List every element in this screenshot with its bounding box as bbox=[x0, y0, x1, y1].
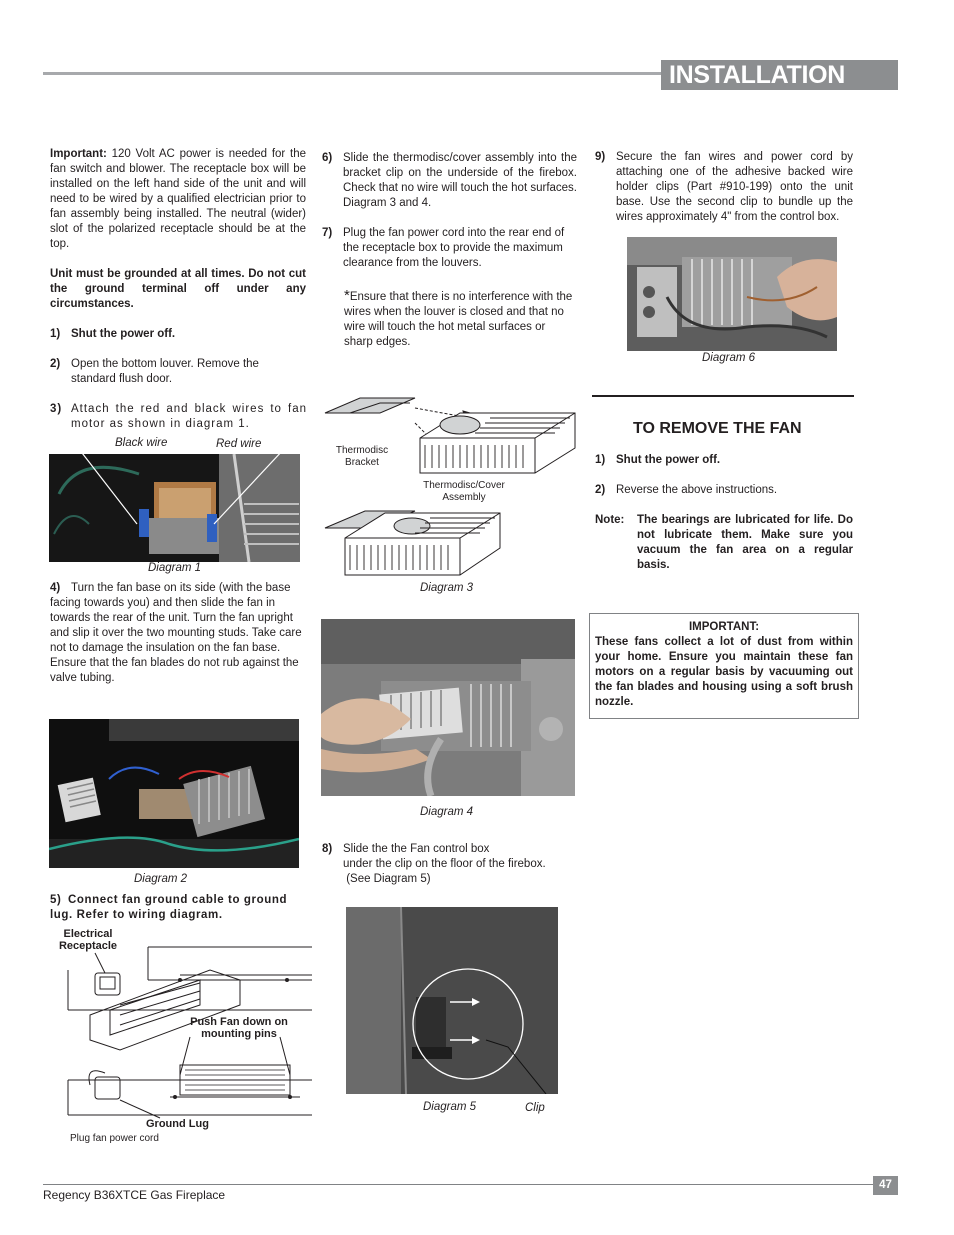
diagram-6-caption: Diagram 6 bbox=[702, 352, 756, 364]
important-dust-box bbox=[589, 613, 859, 719]
step-text: Shut the power off. bbox=[616, 454, 721, 466]
step-5 bbox=[50, 893, 308, 923]
ground-warning: Unit must be grounded at all times. Do not cut the ground terminal off under any circumstances. bbox=[50, 268, 306, 310]
step-text: Open the bottom louver. Remove the standard flush door. bbox=[71, 358, 259, 385]
label-black-wire: Black wire bbox=[115, 437, 168, 449]
diagram-4-photo bbox=[321, 619, 575, 796]
step-text: Reverse the above instructions. bbox=[616, 484, 778, 496]
step-number: 6) bbox=[322, 152, 333, 164]
step-9 bbox=[595, 150, 853, 225]
step-3 bbox=[50, 402, 306, 432]
label-electrical-receptacle: Electrical Receptacle bbox=[58, 928, 118, 952]
step-text: Attach the red and black wires to fan motor as shown in diagram 1. bbox=[71, 403, 307, 430]
diagram-5-caption: Diagram 5 bbox=[423, 1101, 477, 1113]
label-plug-cord: Plug fan power cord bbox=[70, 1133, 159, 1144]
step-number: 2) bbox=[595, 484, 606, 496]
step-8 bbox=[322, 842, 577, 887]
step-4 bbox=[50, 581, 306, 686]
important-box-title: IMPORTANT: bbox=[688, 621, 760, 633]
step-text: Connect fan ground cable to ground lug. Refer to wiring diagram. bbox=[50, 894, 288, 921]
diagram-2-caption: Diagram 2 bbox=[134, 873, 188, 885]
step-number: 3) bbox=[50, 403, 63, 415]
section-divider bbox=[592, 395, 854, 397]
step-text: Slide the thermodisc/cover assembly into the bracket clip on the underside of the firebox. Check that no wire will touch the hot surfaces. Diagram 3 and 4. bbox=[343, 152, 577, 209]
step-number: 9) bbox=[595, 151, 606, 163]
remove-fan-title: TO REMOVE THE FAN bbox=[633, 420, 802, 437]
clip-label: Clip bbox=[525, 1102, 545, 1114]
diagram-4-caption: Diagram 4 bbox=[420, 806, 474, 818]
step-7 bbox=[322, 226, 577, 271]
label-thermodisc-bracket: Thermodisc Bracket bbox=[335, 445, 389, 468]
footer-rule bbox=[43, 1184, 873, 1185]
note-text: Ensure that there is no interference with the wires when the louver is closed and that no wire will touch the hot metal surfaces or sharp edges. bbox=[344, 291, 573, 348]
step-number: 4) bbox=[50, 582, 61, 594]
step-text-line2: under the clip on the floor of the firebox. bbox=[343, 858, 546, 870]
label-red-wire: Red wire bbox=[216, 438, 262, 450]
important-box-text: These fans collect a lot of dust from within your home. Ensure you maintain these fan motors on a regular basis by vacuuming out the fan blades and housing using a soft brush nozzle. bbox=[595, 636, 853, 708]
step-2 bbox=[50, 357, 306, 387]
remove-step-2 bbox=[595, 483, 853, 498]
page-number: 47 bbox=[873, 1176, 898, 1195]
diagram-3-caption: Diagram 3 bbox=[420, 582, 474, 594]
remove-step-1 bbox=[595, 453, 853, 468]
step-text: Plug the fan power cord into the rear end of the receptacle box to provide the maximum clearance from the louvers. bbox=[343, 227, 565, 269]
footer-doc-name: Regency B36XTCE Gas Fireplace bbox=[43, 1188, 226, 1202]
step-number: 7) bbox=[322, 227, 333, 239]
step-text: Turn the fan base on its side (with the base facing towards you) and then slide the fan in towards the rear of the unit. Turn the fan upright and slip it over the two mounting studs. Take care not to damage the insulation on the fan base. Ensure that the fan blades do not rub against the valve tubing. bbox=[50, 582, 302, 684]
diagram-5-photo bbox=[346, 907, 558, 1094]
step-number: 1) bbox=[595, 454, 606, 466]
diagram-6-photo bbox=[627, 237, 837, 351]
step-1 bbox=[50, 327, 306, 342]
important-label: Important: bbox=[50, 148, 107, 160]
interference-note bbox=[344, 288, 577, 350]
note-label: Note: bbox=[595, 514, 625, 526]
diagram-1-photo bbox=[49, 454, 300, 562]
step-number: 5) bbox=[50, 894, 62, 906]
step-text: Secure the fan wires and power cord by attaching one of the adhesive backed wire holder clips (Part #910-199) onto the unit base. Use the second clip to bundle up the wires approximately 4" from the control box. bbox=[616, 151, 853, 223]
important-text: 120 Volt AC power is needed for the fan switch and blower. The receptacle box will be installed on the left hand side of the unit and will need to be wired by a qualified electrician prior to fan assembly being installed. The neutral (wider) slot of the polarized receptacle should be at the top. bbox=[50, 148, 306, 250]
diagram-1-caption: Diagram 1 bbox=[148, 562, 202, 574]
note-star: * bbox=[344, 287, 350, 304]
header-rule bbox=[43, 72, 663, 75]
step-number: 2) bbox=[50, 358, 61, 370]
label-ground-lug: Ground Lug bbox=[146, 1118, 209, 1130]
note-text: The bearings are lubricated for life. Do not lubricate them. Make sure you vacuum the fan area on a regular basis. bbox=[637, 514, 853, 571]
diagram-2-photo bbox=[49, 719, 299, 868]
step-6 bbox=[322, 151, 577, 211]
step-text-line1: Slide the the Fan control box bbox=[343, 843, 490, 855]
step-text: Shut the power off. bbox=[71, 328, 176, 340]
page-title: INSTALLATION bbox=[661, 60, 898, 90]
label-push-fan: Push Fan down on mounting pins bbox=[190, 1016, 288, 1040]
important-paragraph bbox=[50, 147, 306, 252]
step-number: 8) bbox=[322, 843, 333, 855]
lubrication-note bbox=[595, 513, 853, 573]
step-text-line3: (See Diagram 5) bbox=[343, 873, 431, 885]
label-thermodisc-assembly: Thermodisc/Cover Assembly bbox=[423, 480, 505, 503]
step-number: 1) bbox=[50, 328, 61, 340]
